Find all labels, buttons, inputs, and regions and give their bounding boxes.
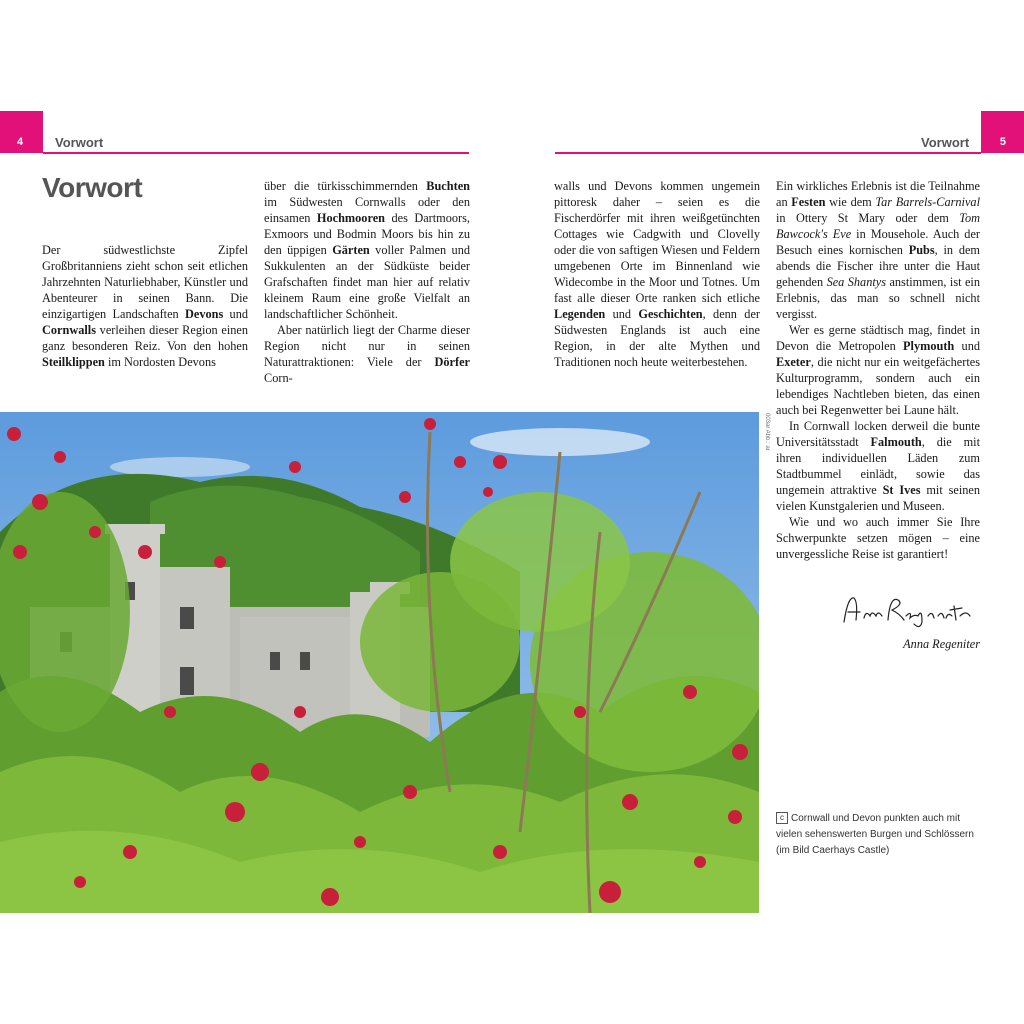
text-run: walls und Devons kommen ungemein pittoresk daher – seien es die Fischerdörfer mit ihren weißgetünchten Cottages wie Cadgwith und Clovelly oder die von saftigen Wiesen und Feldern umgebenen Orte im Binnenland wie Widecombe in the Moor und Totnes. Um fast alle dieser Orte ranken sich etliche (554, 179, 760, 305)
text-run: , die mit ihren individuellen Läden zum Stadtbummel einlädt, sowie das ungemein attraktive (776, 435, 980, 497)
text-run: und (954, 339, 980, 353)
paragraph (776, 322, 980, 418)
italic-term: Tar Barrels-Carnival (875, 195, 980, 209)
text-run: Wer es gerne städtisch mag, findet in Devon die Metropolen (776, 323, 980, 353)
text-run: und (223, 307, 248, 321)
text-run: Wie und wo auch immer Sie Ihre Schwerpunkte setzen mögen – eine unvergessliche Reise ist garantiert! (776, 515, 980, 561)
text-column-2 (264, 178, 470, 386)
page-number-tab-right (981, 111, 1024, 153)
text-run: in Ottery St Mary oder dem (776, 211, 960, 225)
paragraph (42, 242, 248, 370)
bold-term: Plymouth (903, 339, 955, 353)
text-run: über die türkisschimmernden (264, 179, 427, 193)
bold-term: Cornwalls (42, 323, 96, 337)
text-run: voller Palmen und Sukkulenten an der Südküste beider Grafschaften findet man hier auf relativ kleinem Raum eine große Vielfalt an landschaftlicher Schönheit. (264, 243, 470, 321)
bold-term: Festen (791, 195, 826, 209)
text-run: Aber natürlich liegt der Charme dieser Region nicht nur in seinen Naturattraktionen: Viele der (264, 323, 470, 369)
italic-term: Tom Bawcock's Eve (776, 211, 980, 241)
paragraph (264, 178, 470, 322)
page-number-left: 4 (17, 136, 24, 148)
paragraph (776, 178, 980, 322)
bold-term: Buchten (426, 179, 470, 193)
signer-name: Anna Regeniter (903, 637, 980, 651)
bold-term: Gärten (332, 243, 370, 257)
text-run: im Nordosten Devons (104, 355, 216, 369)
text-run: Ein wirkliches Erlebnis ist die Teilnahme an (776, 179, 980, 209)
bold-term: Hochmooren (316, 211, 385, 225)
bold-term: Devons (185, 307, 224, 321)
header-rule-left (43, 152, 469, 154)
caption-marker-icon: c (776, 812, 788, 824)
bold-term: Pubs (908, 243, 935, 257)
photo-credit: 003ar Abb.: ar (764, 413, 770, 451)
paragraph (554, 178, 760, 370)
text-column-3 (554, 178, 760, 370)
article-title: Vorwort (42, 172, 143, 203)
text-run: Der südwestlichste Zipfel Großbritanniens zieht schon seit etlichen Jahrzehnten Naturliebhaber, Künstler und Abenteurer in seinen Bann. Die einzigartigen Landschaften (42, 243, 248, 321)
text-run: des Dartmoors, Exmoors und Bodmin Moors bis hin zu den üppigen (264, 211, 470, 257)
photo-caption (776, 811, 976, 859)
text-run: verleihen dieser Region einen ganz besonderen Reiz. Von den hohen (42, 323, 248, 353)
paragraph (776, 514, 980, 562)
header-rule-right (555, 152, 981, 154)
bold-term: Geschichten (638, 307, 703, 321)
bold-term: Legenden (554, 307, 606, 321)
text-column-4 (776, 178, 980, 562)
text-run: anstimmen, ist ein Erlebnis, das man so schnell nicht vergisst. (776, 275, 980, 321)
castle-garden-photo (0, 412, 759, 913)
text-run: In Cornwall locken derweil die bunte Universitätsstadt (776, 419, 980, 449)
running-title-right: Vorwort (921, 135, 970, 150)
bold-term: Falmouth (870, 435, 922, 449)
text-run: im Südwesten Cornwalls oder den einsamen (264, 195, 470, 225)
text-run: in Mousehole. Auch der Besuch eines kornischen (776, 227, 980, 257)
text-run: mit seinen vielen Kunstgalerien und Museen. (776, 483, 980, 513)
text-run: wie dem (825, 195, 876, 209)
signature-image (838, 588, 978, 630)
bold-term: Exeter (776, 355, 811, 369)
bold-term: Dörfer (434, 355, 470, 369)
paragraph (776, 418, 980, 514)
running-title-left: Vorwort (55, 135, 104, 150)
caption-text: Cornwall und Devon punkten auch mit vielen sehenswerten Burgen und Schlössern (im Bild Caerhays Castle) (776, 813, 974, 856)
bold-term: St Ives (882, 483, 921, 497)
photo-illustration (0, 412, 759, 913)
text-run: Corn- (264, 371, 293, 385)
text-run: , die nicht nur ein weitgefächertes Kulturprogramm, sondern auch ein lebendiges Nachtleben bieten, das einen auch bei Regenwetter bei Laune hält. (776, 355, 980, 417)
text-column-1 (42, 242, 248, 370)
page-number-tab-left (0, 111, 43, 153)
italic-term: Sea Shantys (826, 275, 887, 289)
text-run: , denn der Südwesten Englands ist auch eine Region, in der alte Mythen und Traditionen noch heute weiterbestehen. (554, 307, 761, 369)
text-run: und (605, 307, 639, 321)
bold-term: Steilklippen (42, 355, 105, 369)
paragraph (264, 322, 470, 386)
text-run: , in dem abends die Fischer ihre unter die Haut gehenden (776, 243, 980, 289)
page-number-right: 5 (999, 136, 1006, 148)
